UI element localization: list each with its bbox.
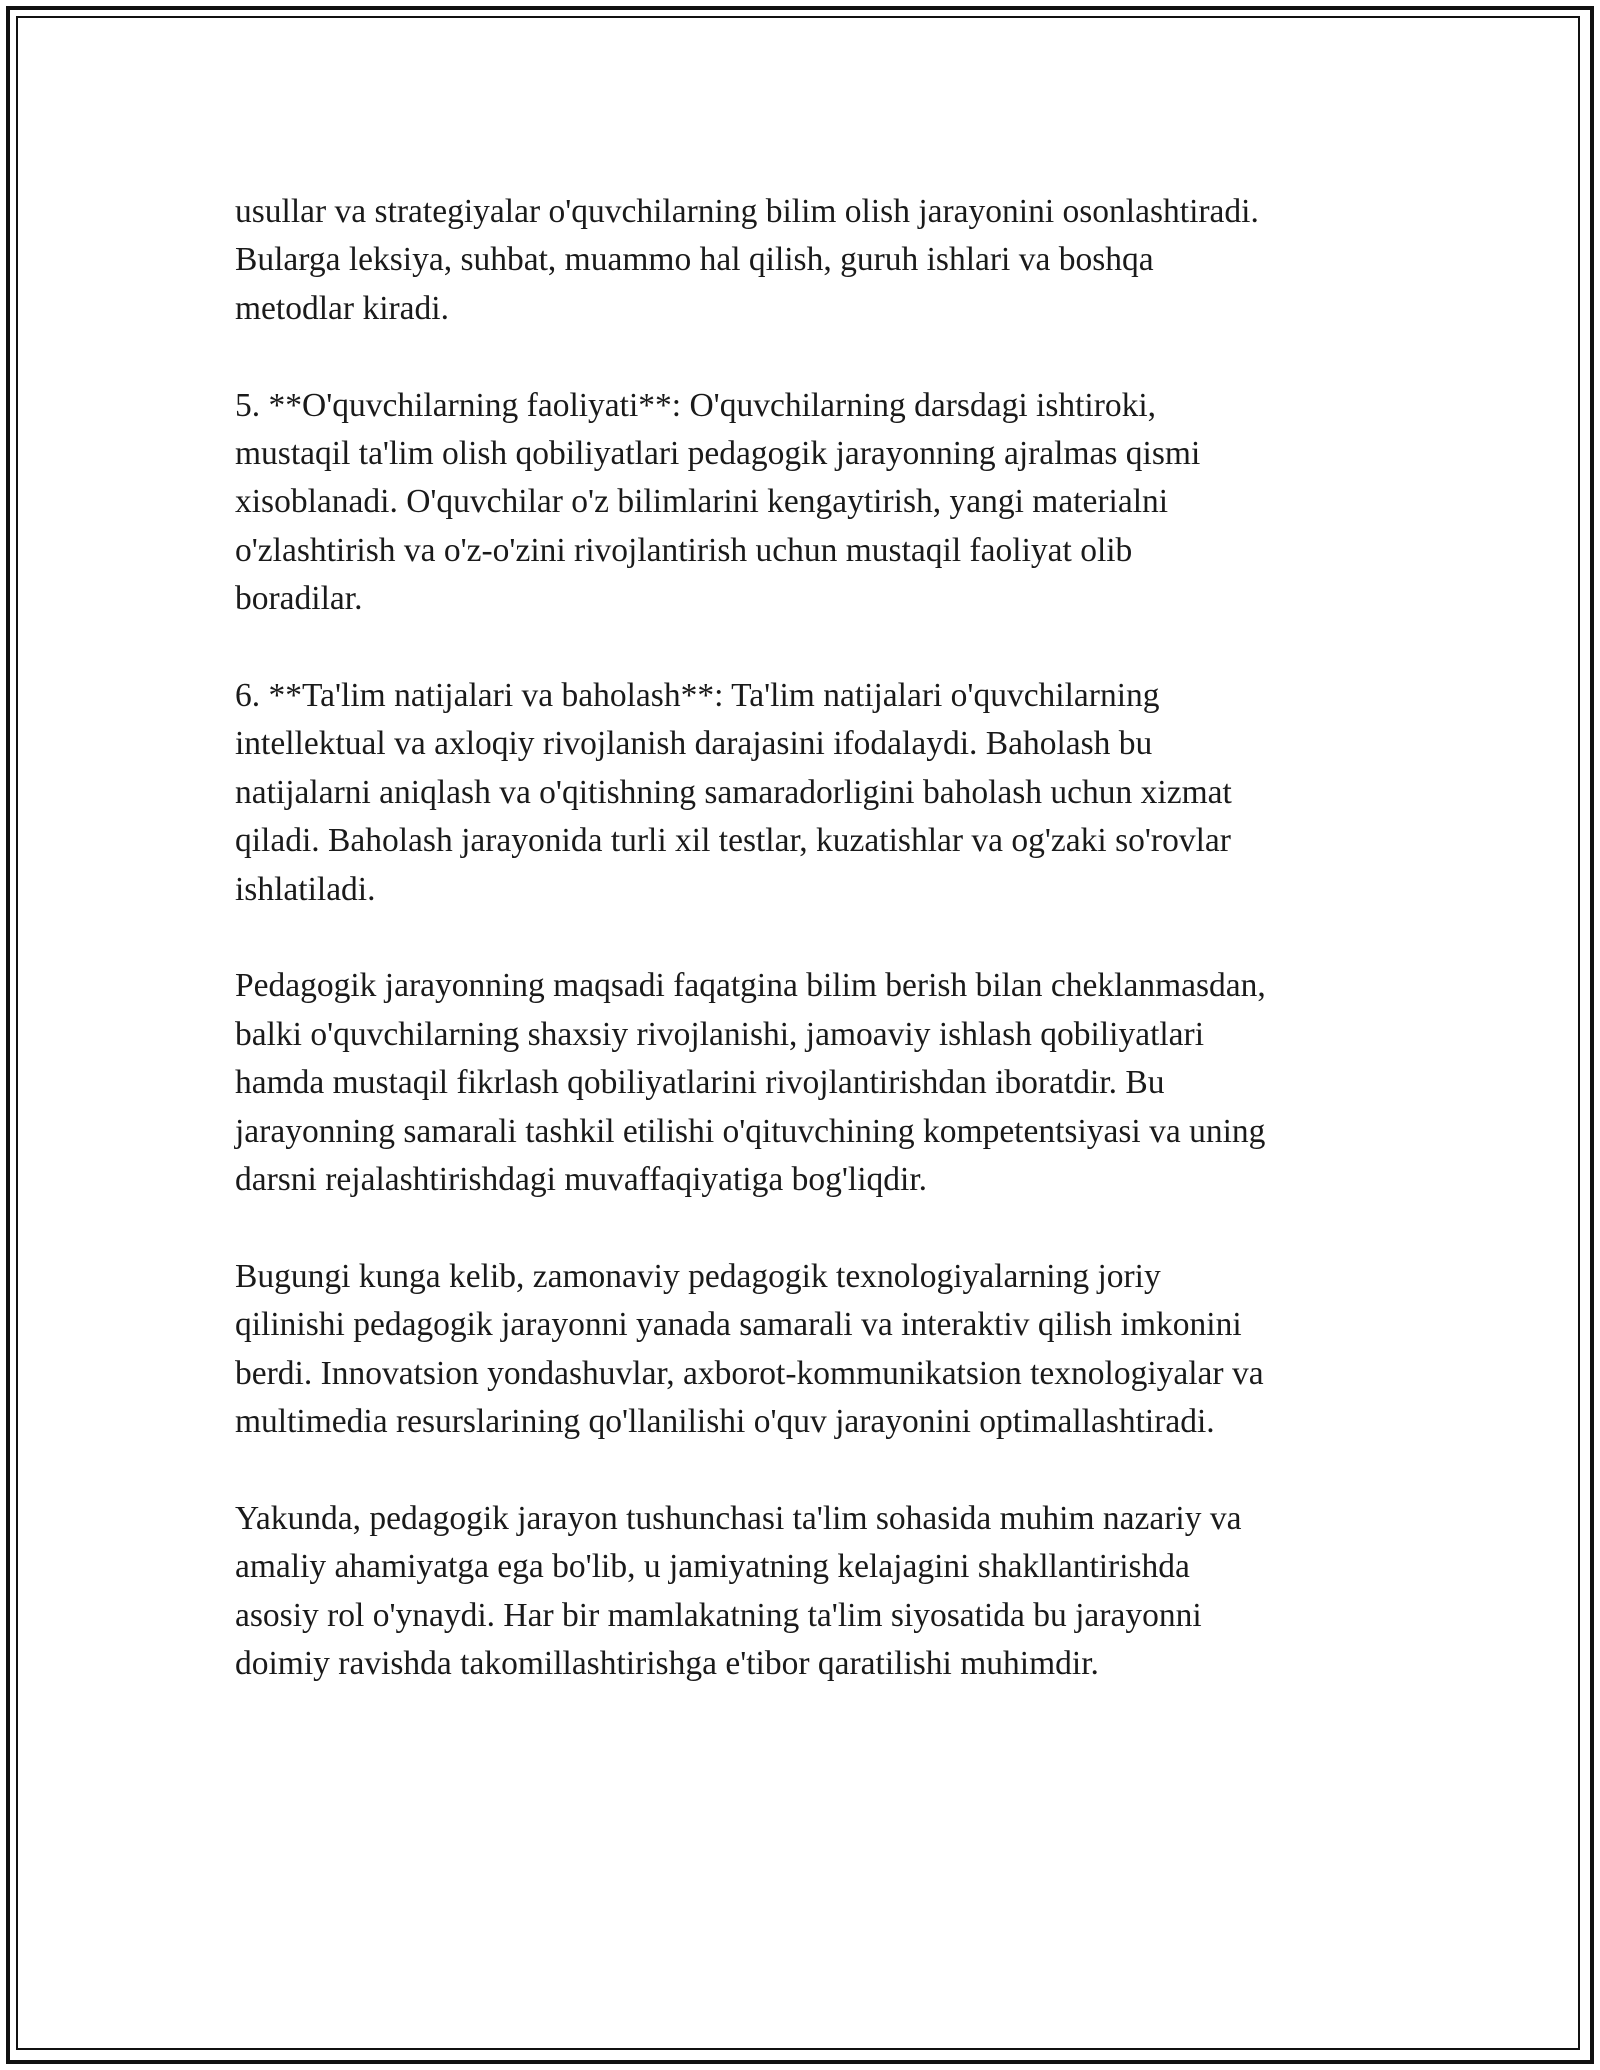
- text-line: qilinishi pedagogik jarayonni yanada samarali va interaktiv qilish imkonini: [235, 1306, 1242, 1344]
- paragraph-technologies: [235, 1253, 1375, 1447]
- text-line: 6. **Ta'lim natijalari va baholash**: Ta'lim natijalari o'quvchilarning: [235, 677, 1160, 715]
- text-line: asosiy rol o'ynaydi. Har bir mamlakatning ta'lim siyosatida bu jarayonni: [235, 1596, 1202, 1634]
- text-line: boradilar.: [235, 580, 363, 618]
- text-line: balki o'quvchilarning shaxsiy rivojlanishi, jamoaviy ishlash qobiliyatlari: [235, 1015, 1205, 1053]
- text-line: o'zlashtirish va o'z-o'zini rivojlantirish uchun mustaqil faoliyat olib: [235, 531, 1133, 569]
- paragraph-goal: [235, 962, 1375, 1204]
- text-line: metodlar kiradi.: [235, 289, 449, 327]
- document-body: [235, 188, 1375, 1737]
- text-line: doimiy ravishda takomillashtirishga e'tibor qaratilishi muhimdir.: [235, 1645, 1099, 1683]
- text-line: berdi. Innovatsion yondashuvlar, axborot-kommunikatsion texnologiyalar va: [235, 1354, 1264, 1392]
- text-line: qiladi. Baholash jarayonida turli xil testlar, kuzatishlar va og'zaki so'rovlar: [235, 822, 1231, 860]
- text-line: darsni rejalashtirishdagi muvaffaqiyatiga bog'liqdir.: [235, 1161, 928, 1199]
- text-line: multimedia resurslarining qo'llanilishi o'quv jarayonini optimallashtiradi.: [235, 1403, 1215, 1441]
- paragraph-conclusion: [235, 1495, 1375, 1689]
- text-line: natijalarni aniqlash va o'qitishning samaradorligini baholash uchun xizmat: [235, 773, 1232, 811]
- text-line: Yakunda, pedagogik jarayon tushunchasi ta'lim sohasida muhim nazariy va: [235, 1499, 1242, 1537]
- text-line: Bugungi kunga kelib, zamonaviy pedagogik texnologiyalarning joriy: [235, 1257, 1161, 1295]
- text-line: Bularga leksiya, suhbat, muammo hal qilish, guruh ishlari va boshqa: [235, 241, 1154, 279]
- text-line: 5. **O'quvchilarning faoliyati**: O'quvchilarning darsdagi ishtiroki,: [235, 386, 1157, 424]
- text-line: hamda mustaqil fikrlash qobiliyatlarini rivojlantirishdan iboratdir. Bu: [235, 1064, 1165, 1102]
- paragraph-methods-continuation: [235, 188, 1375, 333]
- text-line: jarayonning samarali tashkil etilishi o'qituvchining kompetentsiyasi va uning: [235, 1112, 1266, 1150]
- text-line: intellektual va axloqiy rivojlanish darajasini ifodalaydi. Baholash bu: [235, 725, 1153, 763]
- text-line: Pedagogik jarayonning maqsadi faqatgina bilim berish bilan cheklanmasdan,: [235, 967, 1266, 1005]
- text-line: ishlatiladi.: [235, 870, 376, 908]
- text-line: xisoblanadi. O'quvchilar o'z bilimlarini kengaytirish, yangi materialni: [235, 483, 1169, 521]
- text-line: usullar va strategiyalar o'quvchilarning bilim olish jarayonini osonlashtiradi.: [235, 193, 1259, 230]
- paragraph-item-5: [235, 382, 1375, 624]
- paragraph-item-6: [235, 672, 1375, 914]
- text-line: mustaqil ta'lim olish qobiliyatlari pedagogik jarayonning ajralmas qismi: [235, 435, 1201, 473]
- text-line: amaliy ahamiyatga ega bo'lib, u jamiyatning kelajagini shakllantirishda: [235, 1548, 1190, 1586]
